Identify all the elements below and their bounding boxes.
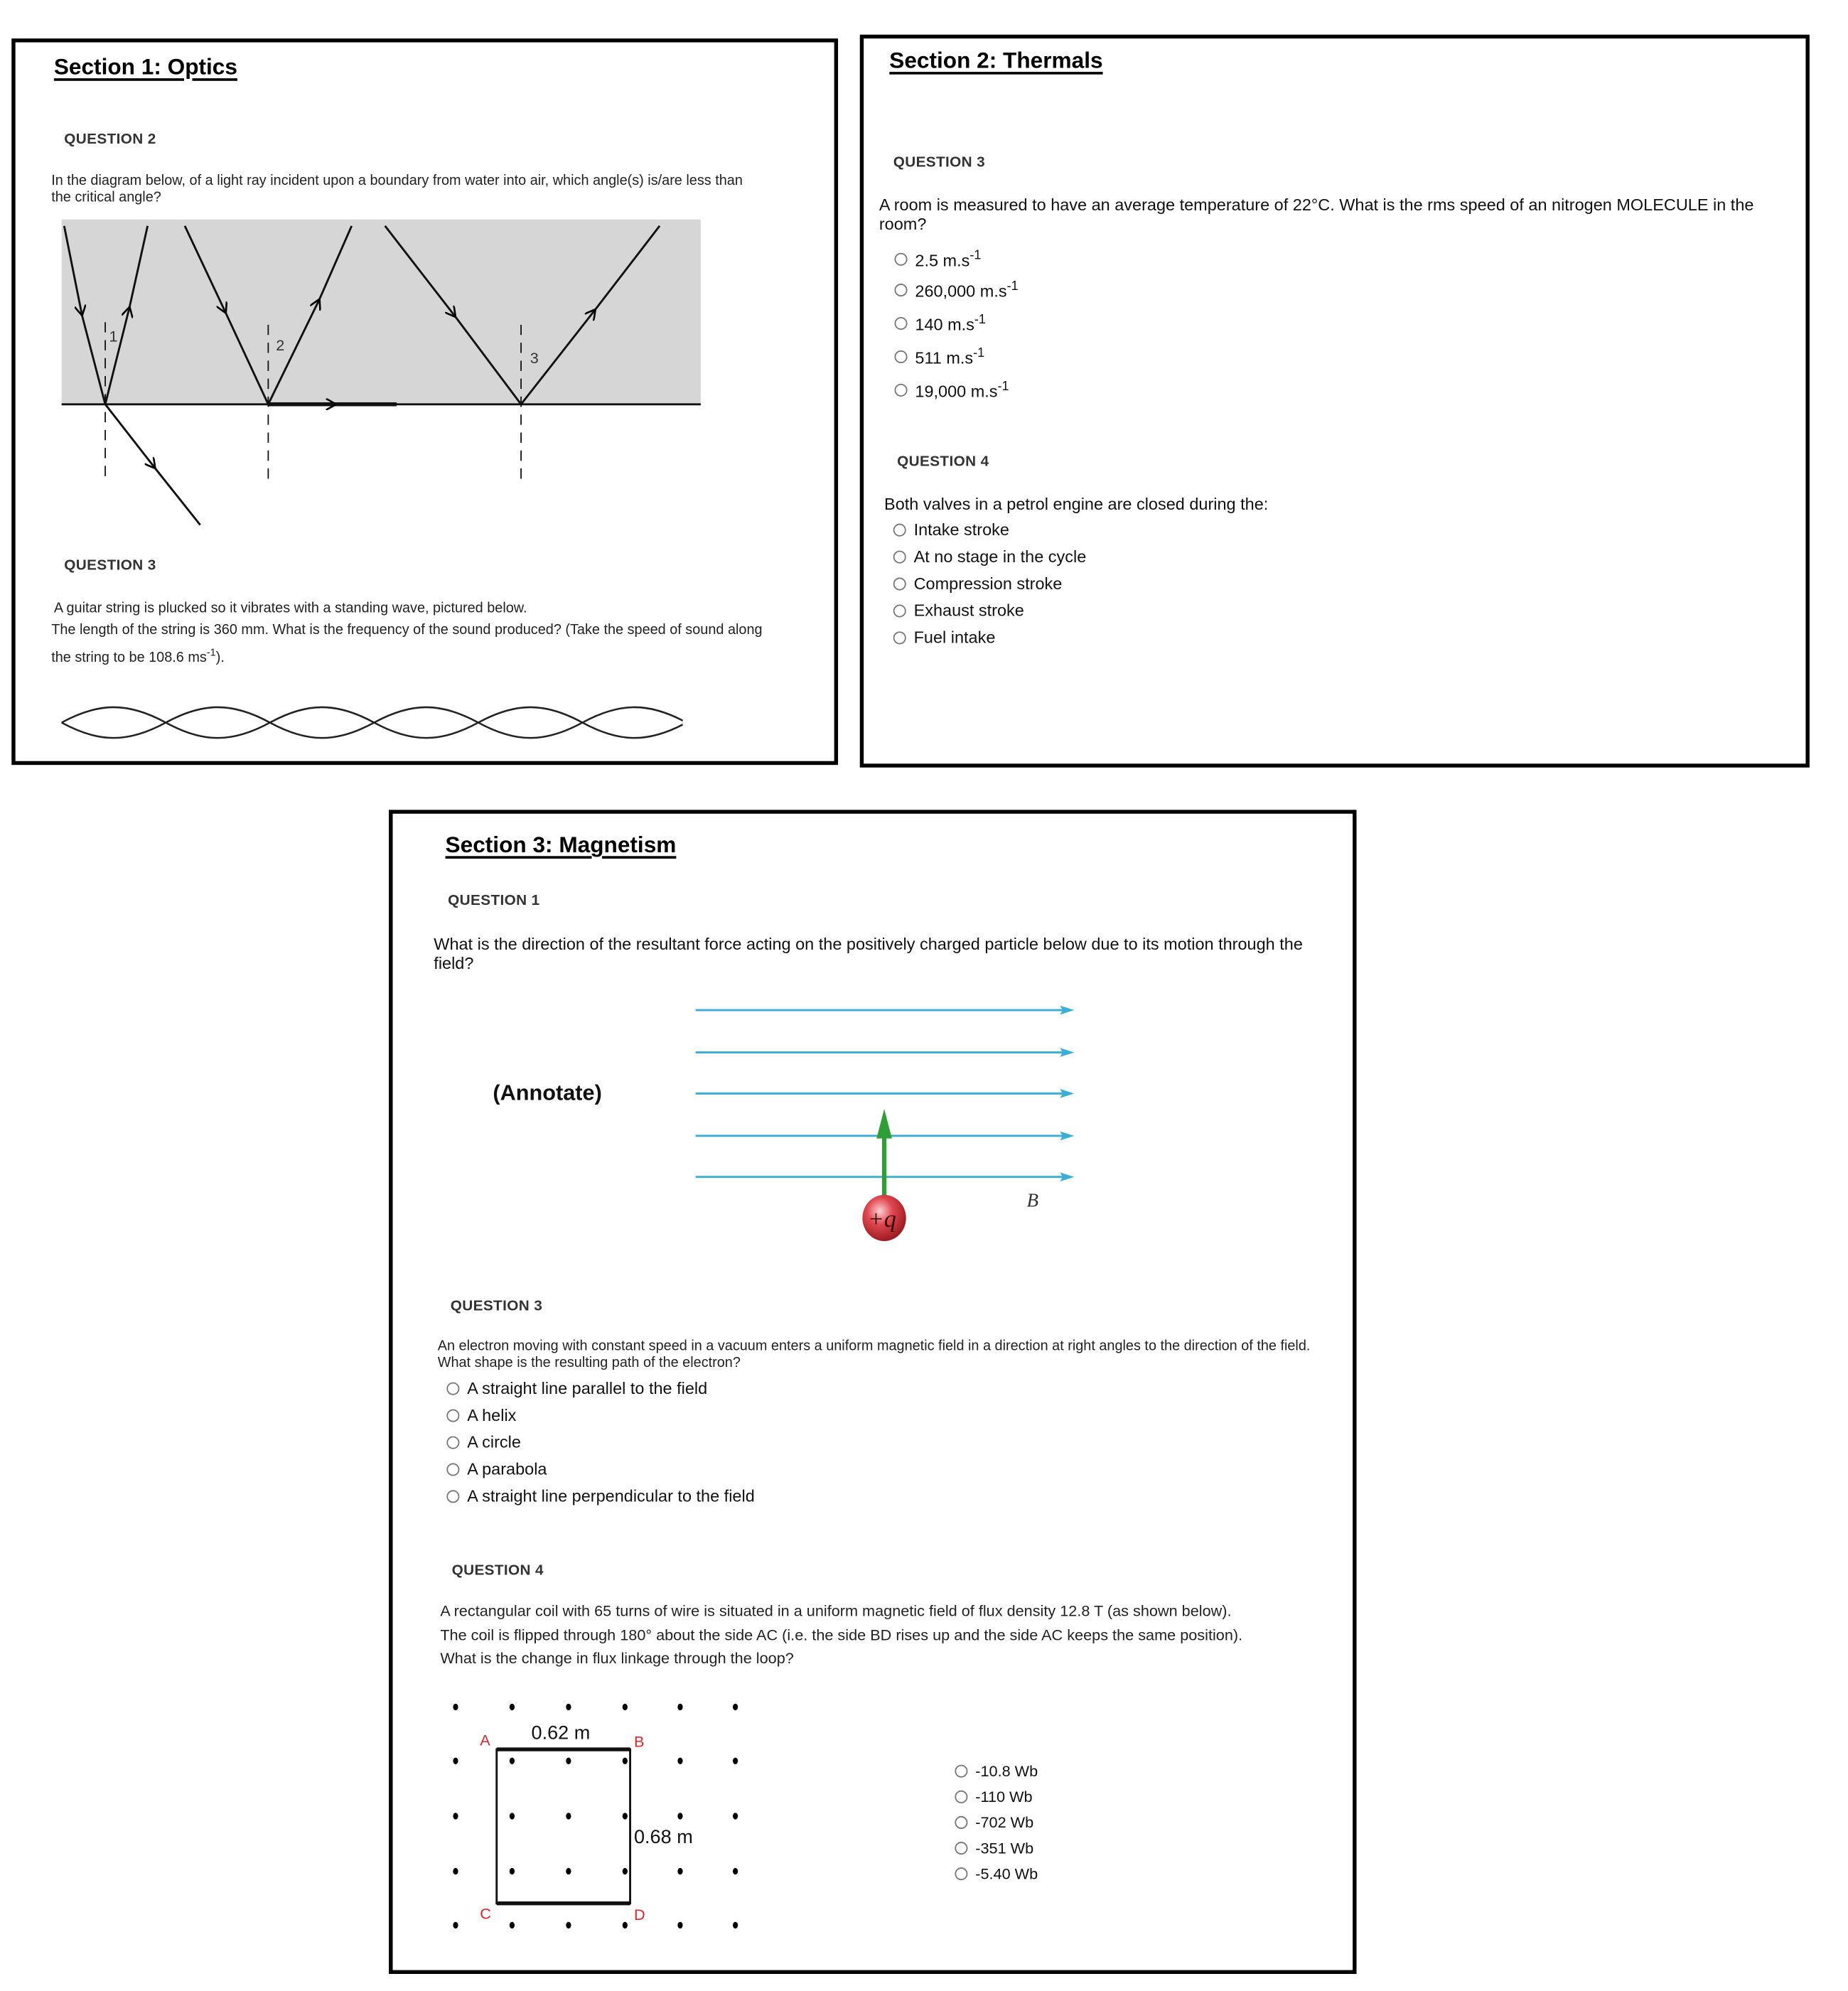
question-label: QUESTION 3 <box>893 155 986 171</box>
field-out-of-page-dot <box>677 1704 682 1710</box>
field-out-of-page-dot <box>566 1922 571 1928</box>
field-label: B <box>1026 1189 1039 1211</box>
text-fragment: ). <box>215 650 225 666</box>
answer-option[interactable] <box>893 547 1087 566</box>
section-magnetism-panel <box>389 810 1356 1974</box>
radio-button[interactable] <box>955 1791 967 1803</box>
field-out-of-page-dot <box>677 1922 682 1928</box>
question-text-line: What is the change in flux linkage through the loop? <box>440 1649 794 1668</box>
radio-button[interactable] <box>446 1382 459 1395</box>
refracted-ray <box>155 468 200 525</box>
question-text-line: field? <box>434 953 474 973</box>
velocity-arrowhead <box>876 1109 892 1139</box>
field-out-of-page-dot <box>510 1758 515 1764</box>
question-label: QUESTION 4 <box>451 1563 544 1579</box>
radio-button[interactable] <box>893 577 906 590</box>
superscript: -1 <box>973 346 985 361</box>
section-title: Section 2: Thermals <box>889 47 1103 73</box>
field-out-of-page-dot <box>453 1922 458 1928</box>
radio-button[interactable] <box>895 284 908 296</box>
answer-option[interactable] <box>446 1486 754 1506</box>
radio-button[interactable] <box>893 523 906 536</box>
question-text <box>440 1599 1242 1670</box>
radio-button[interactable] <box>893 550 906 563</box>
height-label: 0.68 m <box>633 1825 693 1847</box>
section-thermals-panel <box>860 35 1810 768</box>
coil-diagram <box>393 1687 778 1943</box>
answer-option[interactable] <box>893 574 1063 593</box>
answer-option-label: A straight line parallel to the field <box>467 1378 708 1398</box>
standing-wave-upper <box>62 707 683 723</box>
question-label: QUESTION 3 <box>64 558 156 574</box>
field-out-of-page-dot <box>623 1813 628 1819</box>
field-out-of-page-dot <box>733 1704 738 1710</box>
question-text-line: In the diagram below, of a light ray incident upon a boundary from water into air, which angle(s) is/are less than <box>51 173 743 189</box>
answer-option-label: Fuel intake <box>913 627 996 648</box>
question-text-line <box>51 642 762 670</box>
answer-option-label: A circle <box>467 1432 521 1452</box>
answer-option-label: -5.40 Wb <box>975 1864 1038 1883</box>
section-title: Section 3: Magnetism <box>445 832 677 858</box>
option-value: 19,000 m.s <box>915 381 998 401</box>
field-out-of-page-dot <box>733 1813 738 1819</box>
annotate-label: (Annotate) <box>493 1080 602 1105</box>
field-out-of-page-dot <box>566 1813 571 1819</box>
corner-label-b: B <box>633 1732 645 1751</box>
field-out-of-page-dot <box>623 1758 628 1764</box>
radio-button[interactable] <box>446 1462 459 1475</box>
answer-option[interactable] <box>893 520 1009 539</box>
corner-label-c: C <box>480 1904 491 1923</box>
section-optics-panel <box>11 38 838 765</box>
question-text-line: An electron moving with constant speed in a vacuum enters a uniform magnetic field in a direction at right angles to the direction of the field. <box>437 1338 1311 1354</box>
radio-button[interactable] <box>955 1867 967 1880</box>
field-out-of-page-dot <box>623 1868 628 1874</box>
answer-option-label: A parabola <box>467 1459 547 1479</box>
superscript: -1 <box>969 249 982 264</box>
question-text-line: A rectangular coil with 65 turns of wire is situated in a uniform magnetic field of flux density 12.8 T (as shown below). <box>440 1601 1232 1620</box>
answer-option-label: -110 Wb <box>975 1788 1033 1806</box>
refracted-ray <box>105 404 155 468</box>
standing-wave-diagram <box>41 697 683 748</box>
question-text <box>879 195 1754 233</box>
answer-option-label: A helix <box>467 1405 517 1425</box>
answer-option[interactable] <box>893 601 1024 620</box>
answer-option[interactable] <box>955 1813 1033 1831</box>
answer-option[interactable] <box>895 347 985 367</box>
answer-option-label <box>915 313 986 334</box>
radio-button[interactable] <box>955 1765 967 1778</box>
answer-option[interactable] <box>893 628 996 647</box>
answer-option-label: -351 Wb <box>975 1839 1034 1857</box>
radio-button[interactable] <box>895 253 908 266</box>
question-label: QUESTION 1 <box>448 893 540 909</box>
field-out-of-page-dot <box>453 1704 458 1710</box>
answer-option-label: At no stage in the cycle <box>913 547 1087 567</box>
field-out-of-page-dot <box>733 1868 738 1874</box>
answer-option-label <box>915 347 984 367</box>
answer-option[interactable] <box>955 1839 1033 1857</box>
radio-button[interactable] <box>895 350 908 363</box>
option-value: 140 m.s <box>915 314 974 335</box>
radio-button[interactable] <box>955 1816 967 1829</box>
magnetic-field-diagram <box>393 814 1357 1276</box>
question-text: Both valves in a petrol engine are closed during the: <box>884 494 1269 514</box>
width-label: 0.62 m <box>531 1721 591 1744</box>
answer-option-label: Intake stroke <box>913 520 1009 540</box>
field-out-of-page-dot <box>677 1868 682 1874</box>
question-text-line: the critical angle? <box>51 190 161 205</box>
field-out-of-page-dot <box>566 1704 571 1710</box>
superscript: -1 <box>997 380 1009 395</box>
question-text-line: A room is measured to have an average temperature of 22°C. What is the rms speed of an nitrogen MOLECULE in the <box>879 195 1754 215</box>
field-out-of-page-dot <box>677 1758 682 1764</box>
answer-option[interactable] <box>446 1405 516 1424</box>
field-out-of-page-dot <box>566 1868 571 1874</box>
answer-option-label: Compression stroke <box>913 574 1063 594</box>
field-out-of-page-dot <box>623 1704 628 1710</box>
question-text-line: The coil is flipped through 180° about the side AC (i.e. the side BD rises up and the side AC keeps the same position). <box>440 1625 1243 1644</box>
question-text-line: What is the direction of the resultant force acting on the positively charged particle below due to its motion through the <box>434 934 1303 954</box>
radio-button[interactable] <box>893 604 906 617</box>
radio-button[interactable] <box>446 1436 459 1449</box>
text-fragment: the string to be 108.6 ms <box>51 650 207 666</box>
field-out-of-page-dot <box>623 1922 628 1928</box>
field-out-of-page-dot <box>510 1868 515 1874</box>
answer-option-label: Exhaust stroke <box>913 601 1024 621</box>
field-out-of-page-dot <box>510 1813 515 1819</box>
field-out-of-page-dot <box>510 1704 515 1710</box>
superscript: -1 <box>974 313 986 328</box>
answer-option[interactable] <box>955 1865 1038 1883</box>
field-out-of-page-dot <box>453 1758 458 1764</box>
question-text-line: A guitar string is plucked so it vibrates with a standing wave, pictured below. <box>53 601 527 616</box>
angle-label-3: 3 <box>530 348 539 367</box>
radio-button[interactable] <box>893 630 906 643</box>
radio-button[interactable] <box>955 1842 967 1855</box>
field-out-of-page-dot <box>566 1758 571 1764</box>
question-text-line: room? <box>879 214 927 234</box>
field-out-of-page-dot <box>677 1813 682 1819</box>
answer-option-label <box>915 380 1009 400</box>
water-region <box>62 220 701 404</box>
superscript: -1 <box>1006 279 1019 294</box>
field-out-of-page-dot <box>733 1922 738 1928</box>
question-label: QUESTION 3 <box>450 1299 543 1314</box>
field-out-of-page-dot <box>733 1758 738 1764</box>
question-text <box>438 1338 1311 1372</box>
superscript: -1 <box>206 647 216 659</box>
answer-option[interactable] <box>446 1378 707 1397</box>
corner-label-a: A <box>480 1731 490 1749</box>
option-value: 511 m.s <box>915 348 974 367</box>
radio-button[interactable] <box>446 1409 459 1422</box>
answer-option-label <box>915 249 981 269</box>
answer-option[interactable] <box>895 313 986 334</box>
answer-option-label: A straight line perpendicular to the field <box>467 1486 755 1506</box>
radio-button[interactable] <box>446 1489 459 1502</box>
answer-option[interactable] <box>895 280 1019 301</box>
answer-option[interactable] <box>895 380 1009 400</box>
answer-option-label: -702 Wb <box>975 1813 1034 1832</box>
question-text <box>51 598 762 669</box>
section-title: Section 1: Optics <box>53 53 237 80</box>
question-label: QUESTION 2 <box>64 132 156 148</box>
radio-button[interactable] <box>895 317 908 330</box>
radio-button[interactable] <box>895 384 908 397</box>
corner-label-d: D <box>633 1906 645 1924</box>
answer-option[interactable] <box>955 1788 1032 1805</box>
question-label: QUESTION 4 <box>897 454 989 470</box>
refraction-diagram <box>16 43 838 581</box>
coil-rectangle <box>497 1749 630 1904</box>
option-value: 260,000 m.s <box>915 281 1007 301</box>
angle-label-1: 1 <box>109 327 118 345</box>
question-text-line: The length of the string is 360 mm. What is the frequency of the sound produced? (Take the speed of sound along <box>51 622 763 638</box>
answer-option[interactable] <box>446 1432 521 1451</box>
field-out-of-page-dot <box>453 1813 458 1819</box>
answer-option[interactable] <box>446 1459 547 1479</box>
field-out-of-page-dot <box>510 1922 515 1928</box>
option-value: 2.5 m.s <box>915 250 970 270</box>
angle-label-2: 2 <box>276 336 285 354</box>
answer-option-label: -10.8 Wb <box>975 1762 1038 1781</box>
question-text-line: What shape is the resulting path of the electron? <box>437 1355 741 1371</box>
answer-option-label <box>915 280 1018 301</box>
standing-wave-lower <box>62 723 683 739</box>
answer-option[interactable] <box>955 1762 1038 1780</box>
charge-label: +q <box>867 1206 896 1233</box>
field-out-of-page-dot <box>453 1868 458 1874</box>
answer-option[interactable] <box>895 249 982 269</box>
